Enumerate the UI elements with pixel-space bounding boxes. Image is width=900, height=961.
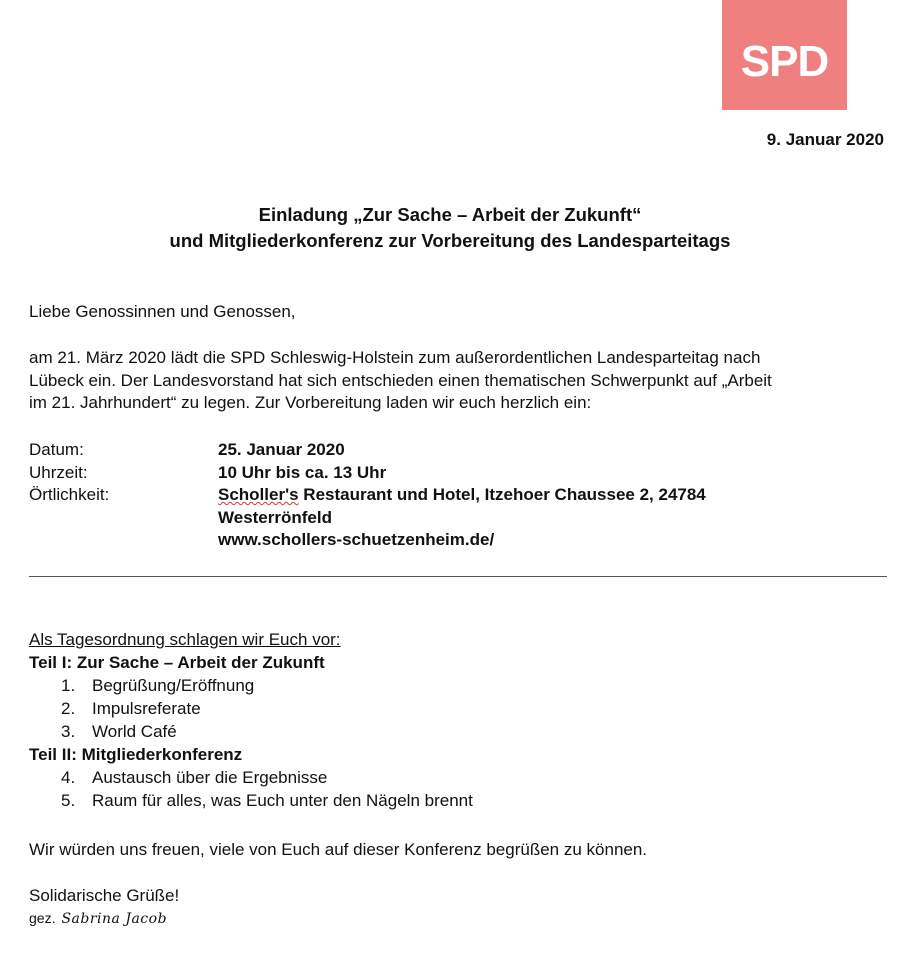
list-item bbox=[29, 674, 889, 697]
signature-prefix: gez. bbox=[29, 910, 56, 926]
regards: Solidarische Grüße! bbox=[29, 886, 180, 905]
spacer bbox=[29, 507, 218, 530]
location-label: Örtlichkeit: bbox=[29, 485, 110, 504]
intro-paragraph bbox=[29, 347, 889, 415]
detail-row-website bbox=[29, 529, 889, 552]
salutation: Liebe Genossinnen und Genossen, bbox=[29, 302, 296, 321]
list-item bbox=[29, 720, 889, 743]
spacer bbox=[29, 529, 218, 552]
item-number: 4. bbox=[61, 768, 76, 787]
title-line-2: und Mitgliederkonferenz zur Vorbereitung des Landesparteitags bbox=[169, 230, 731, 251]
list-item bbox=[29, 766, 889, 789]
item-number: 1. bbox=[61, 676, 76, 695]
location-value bbox=[218, 484, 706, 507]
location-address: Restaurant und Hotel, Itzehoer Chaussee 2, 24784 bbox=[298, 485, 706, 504]
agenda bbox=[29, 628, 889, 812]
horizontal-divider bbox=[29, 576, 887, 577]
title-line-1: Einladung „Zur Sache – Arbeit der Zukunft“ bbox=[258, 204, 642, 225]
detail-row-date bbox=[29, 439, 889, 462]
detail-row-location bbox=[29, 484, 889, 507]
date-value: 25. Januar 2020 bbox=[218, 440, 345, 459]
agenda-part-1-title: Teil I: Zur Sache – Arbeit der Zukunft bbox=[29, 653, 325, 672]
item-number: 5. bbox=[61, 791, 76, 810]
detail-row-time bbox=[29, 462, 889, 485]
detail-row-location-2 bbox=[29, 507, 889, 530]
item-text: Austausch über die Ergebnisse bbox=[92, 768, 328, 787]
item-text: Begrüßung/Eröffnung bbox=[92, 676, 255, 695]
intro-line: am 21. März 2020 lädt die SPD Schleswig-Holstein zum außerordentlichen Landesparteitag nach bbox=[29, 348, 761, 367]
date-label: Datum: bbox=[29, 440, 84, 459]
list-item bbox=[29, 789, 889, 812]
time-value: 10 Uhr bis ca. 13 Uhr bbox=[218, 462, 387, 482]
event-details bbox=[29, 439, 889, 552]
website-link[interactable]: www.schollers-schuetzenheim.de/ bbox=[218, 530, 495, 549]
agenda-part-2-title: Teil II: Mitgliederkonferenz bbox=[29, 745, 243, 764]
item-text: World Café bbox=[92, 722, 177, 741]
location-name: Scholler's bbox=[218, 485, 299, 504]
closing-sentence: Wir würden uns freuen, viele von Euch auf dieser Konferenz begrüßen zu können. bbox=[29, 840, 648, 859]
item-number: 2. bbox=[61, 699, 76, 718]
agenda-heading: Als Tagesordnung schlagen wir Euch vor: bbox=[29, 630, 341, 649]
intro-line: im 21. Jahrhundert“ zu legen. Zur Vorbereitung laden wir euch herzlich ein: bbox=[29, 393, 592, 412]
time-label: Uhrzeit: bbox=[29, 462, 88, 482]
location-town: Westerrönfeld bbox=[218, 507, 332, 527]
list-item bbox=[29, 697, 889, 720]
letter-date: 9. Januar 2020 bbox=[766, 130, 884, 149]
item-text: Impulsreferate bbox=[92, 699, 201, 718]
page-title bbox=[0, 202, 900, 254]
item-text: Raum für alles, was Euch unter den Nägeln brennt bbox=[92, 791, 473, 810]
spd-logo bbox=[722, 0, 847, 110]
intro-line: Lübeck ein. Der Landesvorstand hat sich entschieden einen thematischen Schwerpunkt auf „Arbeit bbox=[29, 370, 772, 390]
item-number: 3. bbox=[61, 722, 76, 741]
logo-text: SPD bbox=[740, 37, 829, 86]
signature-name: Sabrina Jacob bbox=[61, 911, 168, 927]
signature bbox=[29, 910, 889, 927]
